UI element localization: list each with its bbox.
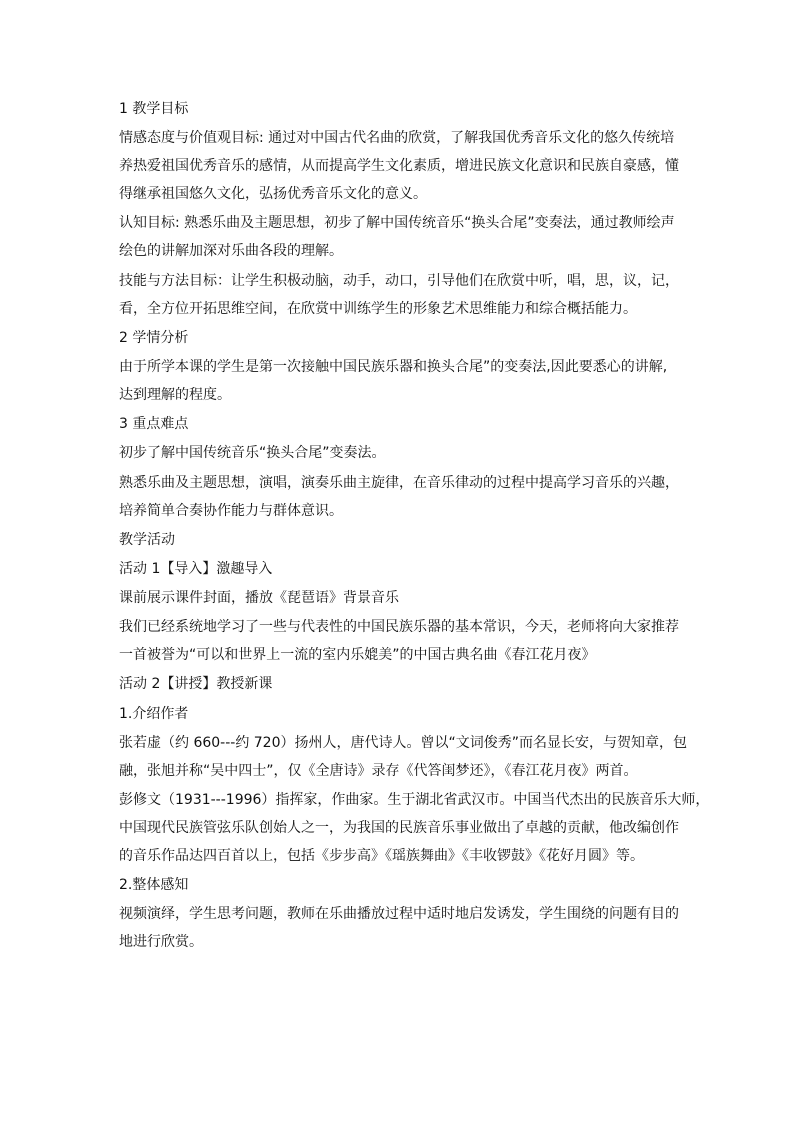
paragraph-skill-goal-line-2: 看，全方位开拓思维空间，在欣赏中训练学生的形象艺术思维能力和综合概括能力。	[119, 300, 637, 317]
paragraph-difficulty-2-line-1: 熟悉乐曲及主题思想，演唱，演奏乐曲主旋律，在音乐律动的过程中提高学习音乐的兴趣，	[119, 474, 679, 491]
paragraph-emotion-goal-line-1: 情感态度与价值观目标: 通过对中国古代名曲的欣赏，了解我国优秀音乐文化的悠久传统培	[119, 130, 675, 147]
paragraph-activity-1-detail-line-2: 一首被誉为“可以和世界上一流的室内乐媲美”的中国古典名曲《春江花月夜》	[119, 647, 596, 664]
paragraph-difficulty-2-line-2: 培养简单合奏协作能力与群体意识。	[119, 502, 343, 519]
paragraph-activity-1-detail-line-1: 我们已经系统地学习了一些与代表性的中国民族乐器的基本常识，今天，老师将向大家推荐	[119, 619, 679, 636]
section-heading-teaching-activities: 教学活动	[119, 531, 175, 548]
paragraph-zhang-ruoxu-line-2: 融，张旭并称“吴中四士”，仅《全唐诗》录存《代答闺梦还》，《春江花月夜》两首。	[119, 762, 638, 779]
paragraph-skill-goal-line-1: 技能与方法目标：让学生积极动脑，动手，动口，引导他们在欣赏中听，唱，思，议，记，	[119, 272, 679, 289]
subheading-overall-perception: 2.整体感知	[119, 877, 189, 894]
section-heading-key-difficulties: 3 重点难点	[119, 416, 189, 433]
paragraph-difficulty-1: 初步了解中国传统音乐“换头合尾”变奏法。	[119, 445, 386, 462]
paragraph-activity-1-intro: 课前展示课件封面，播放《琵琶语》背景音乐	[119, 590, 399, 607]
paragraph-emotion-goal-line-3: 得继承祖国悠久文化，弘扬优秀音乐文化的意义。	[119, 186, 427, 203]
paragraph-peng-xiuwen-line-2: 中国现代民族管弦乐队创始人之一，为我国的民族音乐事业做出了卓越的贡献，他改编创作	[119, 820, 679, 836]
paragraph-peng-xiuwen-line-3: 的音乐作品达四百首以上，包括《步步高》《瑶族舞曲》《丰收锣鼓》《花好月圆》等。	[119, 848, 644, 864]
paragraph-overall-perception-line-1: 视频演绎，学生思考问题，教师在乐曲播放过程中适时地启发诱发，学生围绕的问题有目的	[119, 906, 679, 923]
document-body	[119, 100, 710, 963]
paragraph-cognitive-goal-line-2: 绘色的讲解加深对乐曲各段的理解。	[119, 243, 343, 260]
paragraph-emotion-goal-line-2: 养热爱祖国优秀音乐的感情，从而提高学生文化素质，增进民族文化意识和民族自豪感，懂	[119, 158, 679, 175]
subheading-introduce-author: 1.介绍作者	[119, 705, 189, 722]
paragraph-student-analysis-line-1: 由于所学本课的学生是第一次接触中国民族乐器和换头合尾”的变奏法,因此要悉心的讲解,	[119, 358, 668, 375]
section-heading-student-analysis: 2 学情分析	[119, 329, 189, 346]
paragraph-overall-perception-line-2: 地进行欣赏。	[119, 934, 203, 951]
activity-1-heading: 活动 1【导入】激趣导入	[119, 560, 273, 577]
activity-2-heading: 活动 2【讲授】教授新课	[119, 676, 273, 693]
paragraph-zhang-ruoxu-line-1: 张若虚（约 660---约 720）扬州人，唐代诗人。曾以“文词俊秀”而名显长安，与贺知章，包	[119, 734, 688, 751]
section-heading-teaching-goals: 1 教学目标	[119, 101, 189, 117]
paragraph-student-analysis-line-2: 达到理解的程度。	[119, 386, 231, 403]
paragraph-peng-xiuwen-line-1: 彭修文（1931---1996）指挥家，作曲家。生于湖北省武汉市。中国当代杰出的民族音乐大师，	[119, 792, 710, 808]
paragraph-cognitive-goal-line-1: 认知目标: 熟悉乐曲及主题思想，初步了解中国传统音乐“换头合尾”变奏法，通过教师绘声	[119, 215, 675, 232]
